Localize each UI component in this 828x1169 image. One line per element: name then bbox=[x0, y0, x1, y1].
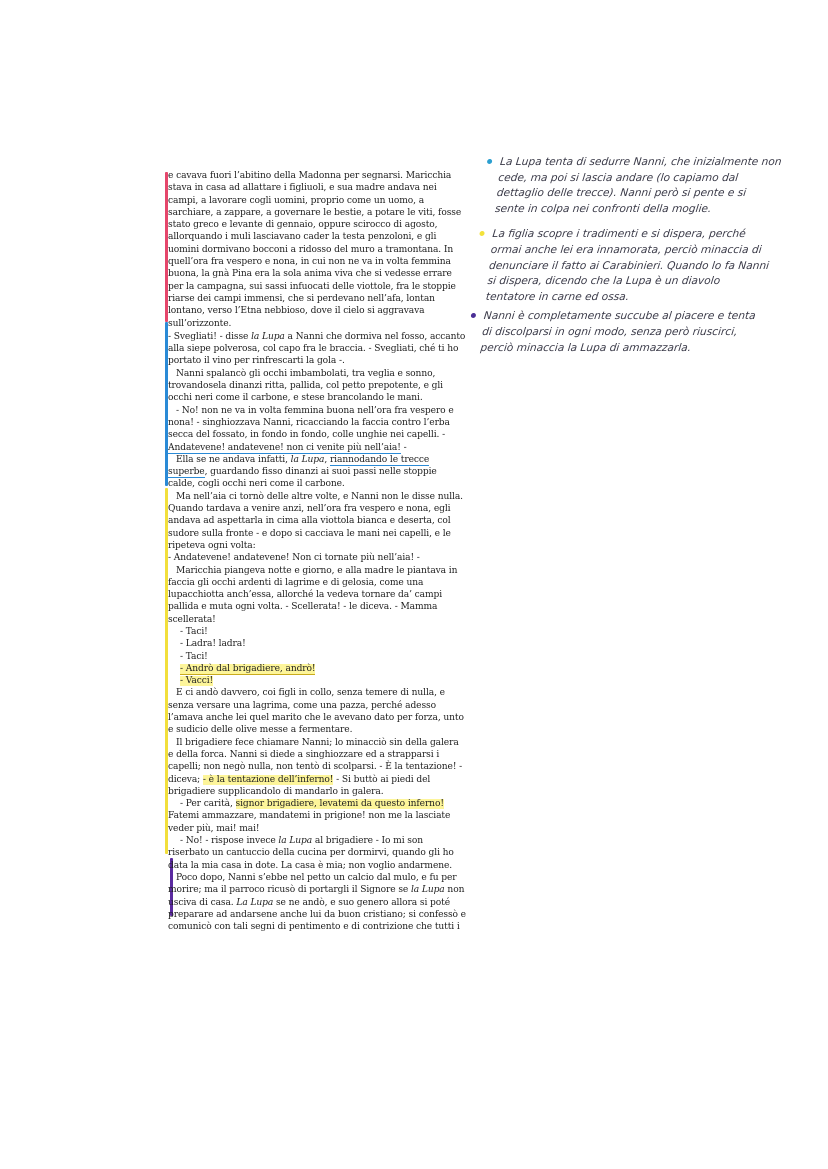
paragraph: - No! non ne va in volta femmina buona nell’ora fra vespero e nona! - singhiozzava Nanni, ricacciando la faccia contro l’erba secca del fossato, in fondo in fondo, colle unghie nei capelli. - Andatevene! andatevene! non ci venite più nell’aia! - bbox=[168, 405, 454, 453]
dialogue-line bbox=[168, 675, 466, 687]
paragraph: Il brigadiere fece chiamare Nanni; lo minacciò sin della galera e della forca. Nanni si diede a singhiozzare ed a strapparsi i capelli; non negò nulla, non tentò di scolparsi. - È la tentazione! - diceva; - è la tentazione dell’inferno! - Si buttò ai piedi del brigadiere supplicandolo di mandarlo in galera. bbox=[168, 737, 463, 797]
dialogue-line: - Taci! bbox=[180, 651, 208, 662]
paragraph: e cavava fuori l’abitino della Madonna per segnarsi. Maricchia stava in casa ad allattare i figliuoli, e sua madre andava nei campi, a lavorare cogli uomini, proprio come un uomo, a sarchiare, a zappare, a governare le bestie, a potare le viti, fosse stato greco e levante di gennaio, oppure scirocco di agosto, allorquando i muli lasciavano cader la testa penzoloni, e gli uomini dormivano bocconi a ridosso del muro a tramontana. In quell’ora fra vespero e nona, in cui non ne va in volta femmina buona, la gnà Pina era la sola anima viva che si vedesse errare per la campagna, sui sassi infuocati delle viottole, fra le stoppie riarse dei campi immensi, che si perdevano nell’afa, lontan lontano, verso l’Etna nebbioso, dove il cielo si aggravava sull’orizzonte. bbox=[168, 171, 462, 329]
handwritten-notes bbox=[465, 155, 783, 360]
handwritten-note: La Lupa tenta di sedurre Nanni, che inizialmente non cede, ma poi si lascia andare (lo capiamo dal dettaglio delle trecce). Nanni però si pente e si sente in colpa nei confronti della moglie. bbox=[480, 155, 783, 217]
highlighted-phrase: - Andrò dal brigadiere, andrò! bbox=[180, 663, 316, 674]
bullet-dot bbox=[479, 231, 485, 236]
highlighted-phrase: - è la tentazione dell’inferno! bbox=[202, 774, 334, 785]
paragraph: - Andatevene! andatevene! Non ci tornate più nell’aia! - bbox=[168, 553, 420, 564]
dialogue-line: - Ladra! ladra! bbox=[180, 639, 246, 650]
paragraph: - Svegliati! - disse la Lupa a Nanni che dormiva nel fosso, accanto alla siepe polverosa, col capo fra le braccia. - Svegliati, ché ti ho portato il vino per rinfrescarti la gola -. bbox=[168, 331, 466, 367]
bullet-dot bbox=[487, 159, 493, 164]
underlined-phrase: riannodando le trecce superbe bbox=[168, 454, 430, 478]
highlighted-phrase: signor brigadiere, levatemi da questo inferno! bbox=[235, 799, 444, 810]
bullet-dot bbox=[471, 313, 477, 318]
paragraph: - No! - rispose invece la Lupa al brigadiere - Io mi son riserbato un cantuccio della cucina per dormirvi, quando gli ho data la mia casa in dote. La casa è mia; non voglio andarmene. bbox=[168, 836, 454, 871]
paragraph: - Per carità, signor brigadiere, levatemi da questo inferno! Fatemi ammazzare, mandatemi in prigione! non me la lasciate veder più, mai! mai! bbox=[168, 799, 451, 834]
paragraph: Ella se ne andava infatti, la Lupa, riannodando le trecce superbe, guardando fisso dinanzi ai suoi passi nelle stoppie calde, cogli occhi neri come il carbone. bbox=[168, 454, 437, 490]
paragraph: Ma nell’aia ci tornò delle altre volte, e Nanni non le disse nulla. Quando tardava a venire anzi, nell’ora fra vespero e nona, egli andava ad aspettarla in cima alla viottola bianca e deserta, col sudore sulla fronte - e dopo si cacciava le mani nei capelli, e le ripeteva ogni volta: bbox=[168, 491, 463, 551]
dialogue-line bbox=[168, 663, 466, 675]
handwritten-note: La figlia scopre i tradimenti e si dispera, perché ormai anche lei era innamorata, perciò minaccia di denunciare il fatto ai Carabinieri. Quando lo fa Nanni si dispera, dicendo che la Lupa è un diavolo tentatore in carne ed ossa. bbox=[471, 227, 775, 305]
dialogue-line: - Taci! bbox=[180, 626, 208, 637]
paragraph: Nanni spalancò gli occhi imbambolati, tra veglia e sonno, trovandosela dinanzi ritta, pallida, col petto prepotente, e gli occhi neri come il carbone, e stese brancolando le mani. bbox=[168, 368, 443, 404]
paragraph: Maricchia piangeva notte e giorno, e alla madre le piantava in faccia gli occhi ardenti di lagrime e di gelosia, come una lupacchiotta anch’essa, allorché la vedeva tornare da’ campi pallida e muta ogni volta. - Scellerata! - le diceva. - Mamma scellerata! bbox=[168, 565, 458, 625]
printed-text-column bbox=[168, 170, 466, 933]
underlined-phrase: Andatevene! andatevene! non ci venite più nell’aia! bbox=[168, 442, 401, 453]
highlighted-phrase: - Vacci! bbox=[180, 676, 214, 687]
handwritten-note: Nanni è completamente succube al piacere e tenta di discolparsi in ogni modo, senza però riuscirci, perciò minaccia la Lupa di ammazzarla. bbox=[466, 309, 767, 356]
paragraph: E ci andò davvero, coi figli in collo, senza temere di nulla, e senza versare una lagrima, come una pazza, perché adesso l’amava anche lei quel marito che le avevano dato per forza, unto e sudicio delle olive messe a fermentare. bbox=[168, 688, 464, 736]
paragraph: Poco dopo, Nanni s’ebbe nel petto un calcio dal mulo, e fu per morire; ma il parroco ricusò di portargli il Signore se la Lupa non usciva di casa. La Lupa se ne andò, e suo genero allora si poté preparare ad andarsene anche lui da buon cristiano; si confessò e comunicò con tali segni di pentimento e di contrizione che tutti i bbox=[168, 872, 466, 933]
